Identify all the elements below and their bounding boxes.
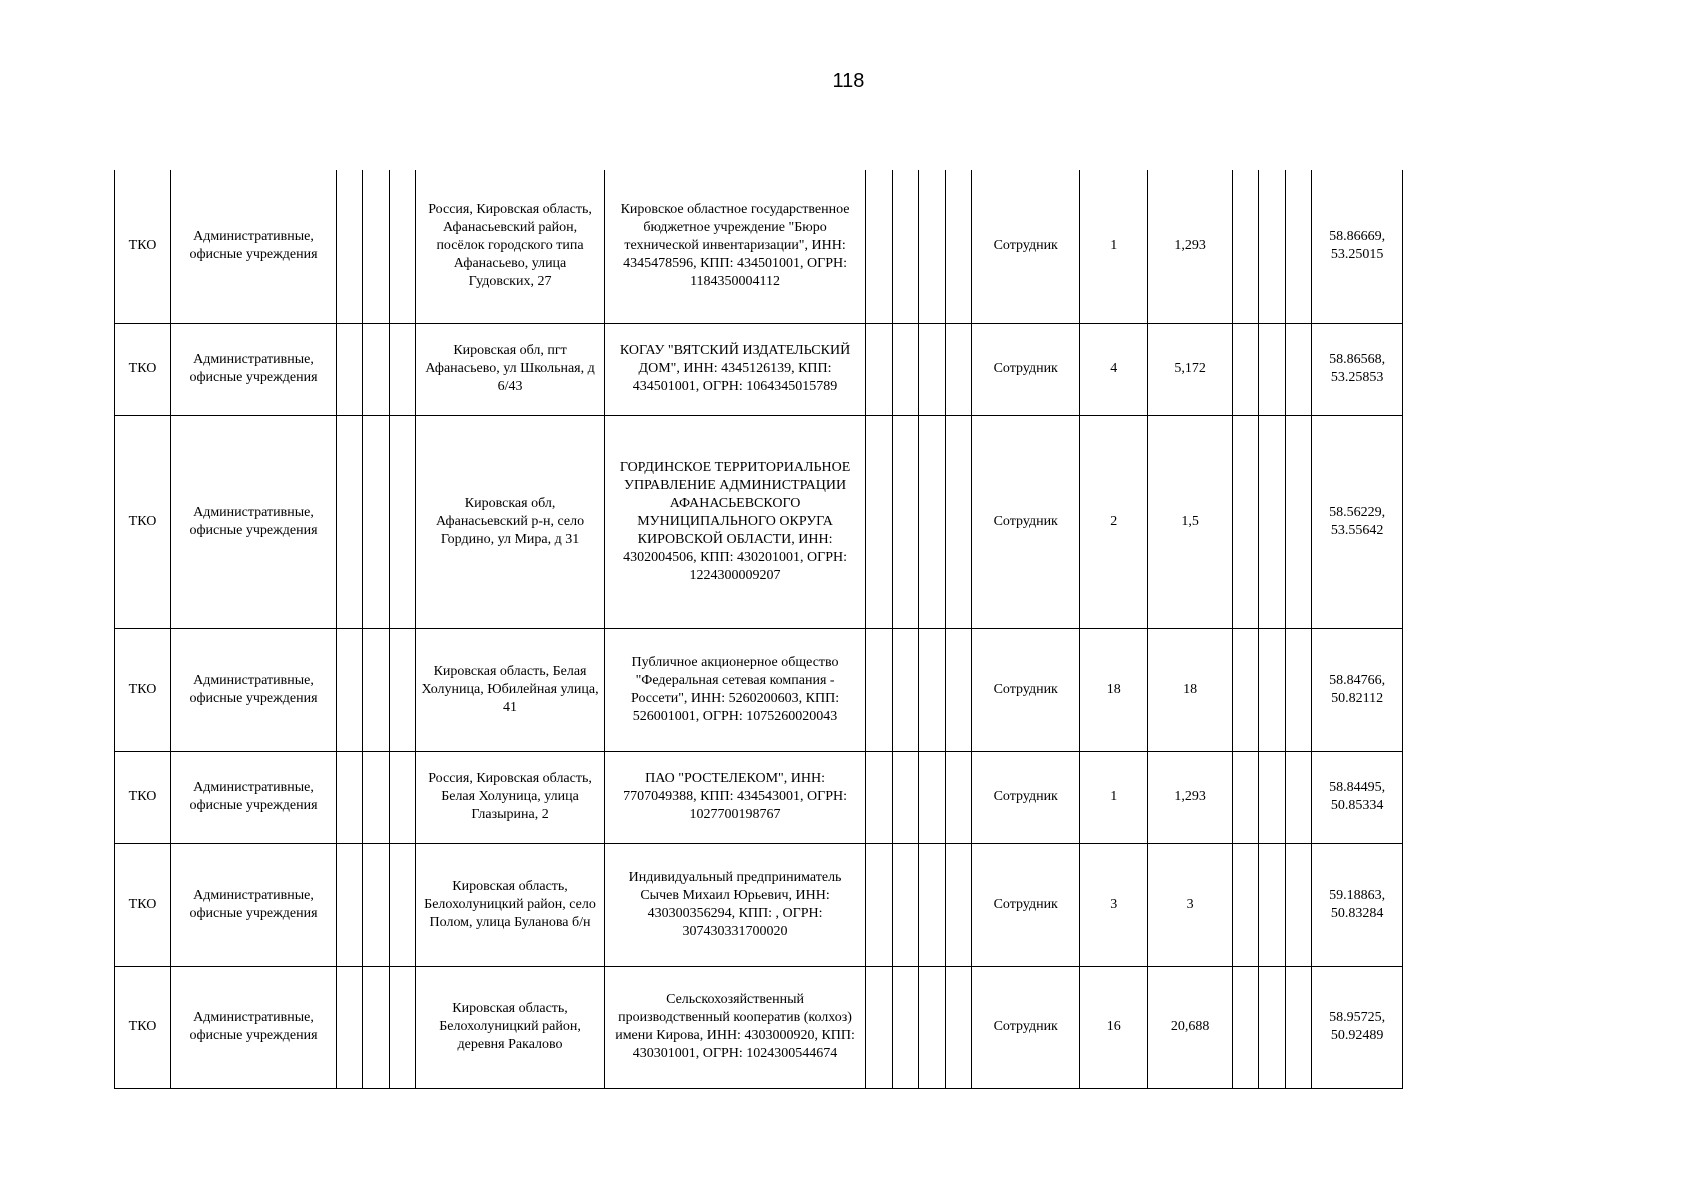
- category-cell: Административные, офисные учреждения: [171, 966, 337, 1088]
- empty-cell: [919, 415, 945, 628]
- table-body: [115, 170, 1403, 1088]
- empty-cell: [1259, 628, 1285, 751]
- waste-type-cell: ТКО: [115, 628, 171, 751]
- empty-cell: [945, 966, 971, 1088]
- empty-cell: [866, 170, 892, 323]
- empty-cell: [389, 843, 415, 966]
- coordinates-cell: 58.84495, 50.85334: [1312, 751, 1403, 843]
- empty-cell: [1285, 323, 1311, 415]
- empty-cell: [919, 843, 945, 966]
- empty-cell: [945, 323, 971, 415]
- coordinates-cell: 58.86568, 53.25853: [1312, 323, 1403, 415]
- empty-cell: [1259, 751, 1285, 843]
- empty-cell: [892, 323, 918, 415]
- empty-cell: [1285, 415, 1311, 628]
- empty-cell: [892, 628, 918, 751]
- empty-cell: [336, 170, 362, 323]
- organization-cell: Публичное акционерное общество "Федеральная сетевая компания - Россети", ИНН: 5260200603, КПП: 526001001, ОГРН: 1075260020043: [604, 628, 866, 751]
- unit-cell: Сотрудник: [972, 323, 1080, 415]
- empty-cell: [1285, 843, 1311, 966]
- empty-cell: [892, 751, 918, 843]
- quantity-cell: 16: [1080, 966, 1148, 1088]
- volume-cell: 1,5: [1148, 415, 1233, 628]
- table-row: [115, 628, 1403, 751]
- category-cell: Административные, офисные учреждения: [171, 170, 337, 323]
- coordinates-cell: 58.56229, 53.55642: [1312, 415, 1403, 628]
- address-cell: Россия, Кировская область, Белая Холуница, улица Глазырина, 2: [416, 751, 604, 843]
- empty-cell: [363, 751, 389, 843]
- empty-cell: [336, 415, 362, 628]
- empty-cell: [892, 966, 918, 1088]
- empty-cell: [389, 628, 415, 751]
- table-row: [115, 843, 1403, 966]
- waste-type-cell: ТКО: [115, 170, 171, 323]
- empty-cell: [919, 966, 945, 1088]
- coordinates-cell: 58.95725, 50.92489: [1312, 966, 1403, 1088]
- quantity-cell: 1: [1080, 170, 1148, 323]
- empty-cell: [866, 415, 892, 628]
- volume-cell: 5,172: [1148, 323, 1233, 415]
- organization-cell: Индивидуальный предприниматель Сычев Михаил Юрьевич, ИНН: 430300356294, КПП: , ОГРН: 307430331700020: [604, 843, 866, 966]
- address-cell: Кировская область, Белохолуницкий район, село Полом, улица Буланова б/н: [416, 843, 604, 966]
- empty-cell: [363, 966, 389, 1088]
- coordinates-cell: 59.18863, 50.83284: [1312, 843, 1403, 966]
- waste-type-cell: ТКО: [115, 323, 171, 415]
- empty-cell: [1285, 170, 1311, 323]
- page-number: 118: [832, 70, 865, 92]
- category-cell: Административные, офисные учреждения: [171, 628, 337, 751]
- empty-cell: [866, 628, 892, 751]
- empty-cell: [363, 323, 389, 415]
- volume-cell: 3: [1148, 843, 1233, 966]
- address-cell: Россия, Кировская область, Афанасьевский район, посёлок городского типа Афанасьево, улица Гудовских, 27: [416, 170, 604, 323]
- quantity-cell: 4: [1080, 323, 1148, 415]
- waste-registry-table: [114, 170, 1403, 1089]
- organization-cell: ГОРДИНСКОЕ ТЕРРИТОРИАЛЬНОЕ УПРАВЛЕНИЕ АДМИНИСТРАЦИИ АФАНАСЬЕВСКОГО МУНИЦИПАЛЬНОГО ОКРУГА КИРОВСКОЙ ОБЛАСТИ, ИНН: 4302004506, КПП: 430201001, ОГРН: 1224300009207: [604, 415, 866, 628]
- empty-cell: [1232, 170, 1258, 323]
- waste-type-cell: ТКО: [115, 966, 171, 1088]
- table-row: [115, 170, 1403, 323]
- address-cell: Кировская обл, Афанасьевский р-н, село Гордино, ул Мира, д 31: [416, 415, 604, 628]
- empty-cell: [1285, 628, 1311, 751]
- volume-cell: 18: [1148, 628, 1233, 751]
- organization-cell: Сельскохозяйственный производственный кооператив (колхоз) имени Кирова, ИНН: 4303000920, КПП: 430301001, ОГРН: 1024300544674: [604, 966, 866, 1088]
- table-row: [115, 323, 1403, 415]
- address-cell: Кировская область, Белохолуницкий район, деревня Ракалово: [416, 966, 604, 1088]
- organization-cell: Кировское областное государственное бюджетное учреждение "Бюро технической инвентаризации", ИНН: 4345478596, КПП: 434501001, ОГРН: 1184350004112: [604, 170, 866, 323]
- empty-cell: [945, 843, 971, 966]
- empty-cell: [336, 323, 362, 415]
- empty-cell: [866, 843, 892, 966]
- category-cell: Административные, офисные учреждения: [171, 843, 337, 966]
- empty-cell: [945, 751, 971, 843]
- empty-cell: [1259, 323, 1285, 415]
- empty-cell: [336, 751, 362, 843]
- empty-cell: [336, 628, 362, 751]
- empty-cell: [945, 170, 971, 323]
- volume-cell: 20,688: [1148, 966, 1233, 1088]
- empty-cell: [389, 966, 415, 1088]
- organization-cell: ПАО "РОСТЕЛЕКОМ", ИНН: 7707049388, КПП: 434543001, ОГРН: 1027700198767: [604, 751, 866, 843]
- unit-cell: Сотрудник: [972, 843, 1080, 966]
- empty-cell: [389, 415, 415, 628]
- empty-cell: [919, 170, 945, 323]
- empty-cell: [1232, 751, 1258, 843]
- empty-cell: [866, 751, 892, 843]
- organization-cell: КОГАУ "ВЯТСКИЙ ИЗДАТЕЛЬСКИЙ ДОМ", ИНН: 4345126139, КПП: 434501001, ОГРН: 1064345015789: [604, 323, 866, 415]
- quantity-cell: 3: [1080, 843, 1148, 966]
- empty-cell: [866, 323, 892, 415]
- empty-cell: [1232, 843, 1258, 966]
- unit-cell: Сотрудник: [972, 415, 1080, 628]
- coordinates-cell: 58.86669, 53.25015: [1312, 170, 1403, 323]
- empty-cell: [363, 170, 389, 323]
- empty-cell: [945, 628, 971, 751]
- empty-cell: [892, 170, 918, 323]
- volume-cell: 1,293: [1148, 751, 1233, 843]
- empty-cell: [892, 843, 918, 966]
- unit-cell: Сотрудник: [972, 751, 1080, 843]
- empty-cell: [1259, 843, 1285, 966]
- empty-cell: [363, 628, 389, 751]
- empty-cell: [1232, 323, 1258, 415]
- volume-cell: 1,293: [1148, 170, 1233, 323]
- waste-type-cell: ТКО: [115, 843, 171, 966]
- empty-cell: [1232, 628, 1258, 751]
- empty-cell: [1232, 966, 1258, 1088]
- empty-cell: [1259, 170, 1285, 323]
- category-cell: Административные, офисные учреждения: [171, 415, 337, 628]
- table-row: [115, 966, 1403, 1088]
- empty-cell: [1259, 415, 1285, 628]
- empty-cell: [892, 415, 918, 628]
- category-cell: Административные, офисные учреждения: [171, 751, 337, 843]
- empty-cell: [1232, 415, 1258, 628]
- unit-cell: Сотрудник: [972, 628, 1080, 751]
- waste-type-cell: ТКО: [115, 751, 171, 843]
- address-cell: Кировская область, Белая Холуница, Юбилейная улица, 41: [416, 628, 604, 751]
- empty-cell: [363, 843, 389, 966]
- empty-cell: [866, 966, 892, 1088]
- empty-cell: [336, 966, 362, 1088]
- quantity-cell: 2: [1080, 415, 1148, 628]
- table-row: [115, 415, 1403, 628]
- empty-cell: [363, 415, 389, 628]
- quantity-cell: 18: [1080, 628, 1148, 751]
- unit-cell: Сотрудник: [972, 966, 1080, 1088]
- waste-type-cell: ТКО: [115, 415, 171, 628]
- empty-cell: [389, 751, 415, 843]
- category-cell: Административные, офисные учреждения: [171, 323, 337, 415]
- coordinates-cell: 58.84766, 50.82112: [1312, 628, 1403, 751]
- empty-cell: [919, 751, 945, 843]
- empty-cell: [389, 170, 415, 323]
- table-row: [115, 751, 1403, 843]
- empty-cell: [389, 323, 415, 415]
- empty-cell: [1285, 751, 1311, 843]
- empty-cell: [945, 415, 971, 628]
- address-cell: Кировская обл, пгт Афанасьево, ул Школьная, д 6/43: [416, 323, 604, 415]
- empty-cell: [919, 628, 945, 751]
- empty-cell: [1285, 966, 1311, 1088]
- unit-cell: Сотрудник: [972, 170, 1080, 323]
- empty-cell: [336, 843, 362, 966]
- empty-cell: [919, 323, 945, 415]
- empty-cell: [1259, 966, 1285, 1088]
- quantity-cell: 1: [1080, 751, 1148, 843]
